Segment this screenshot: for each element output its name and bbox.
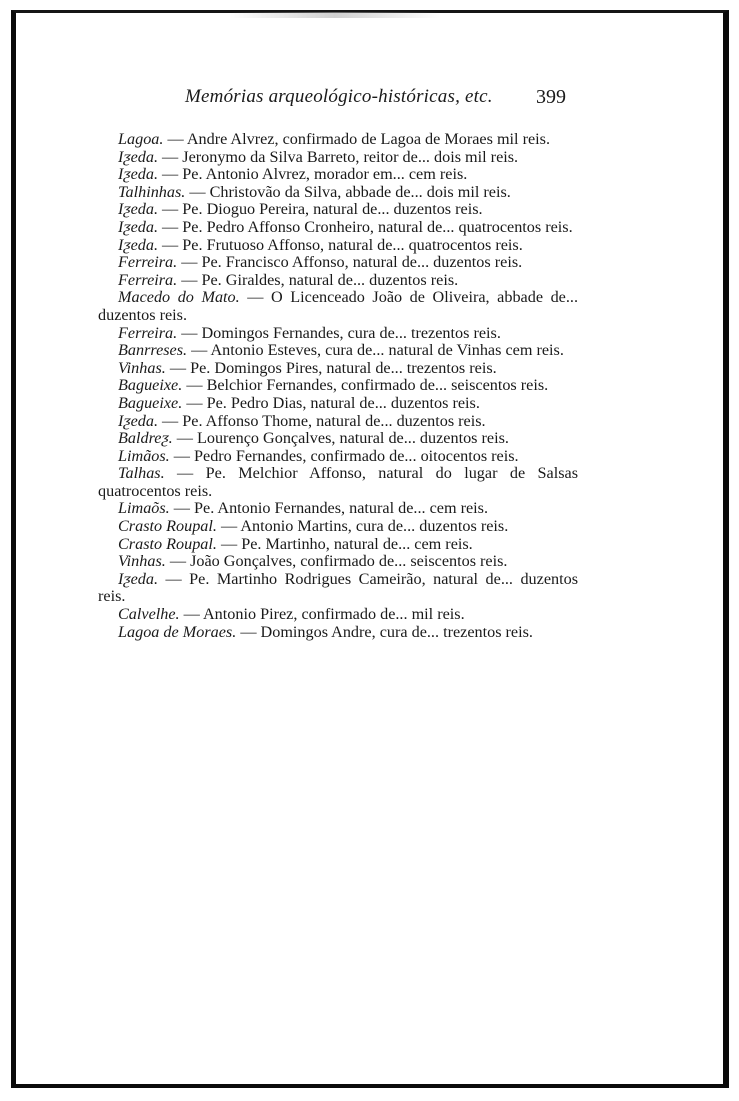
running-title: Memórias arqueológico-históricas, etc. bbox=[185, 86, 493, 107]
entry-text: — João Gonçalves, confirmado de... seiscentos reis. bbox=[165, 552, 508, 571]
entry-place: Limãos. bbox=[118, 446, 170, 465]
entry bbox=[98, 377, 578, 395]
entry-place: Talhas. bbox=[118, 464, 165, 483]
entry-text: — Pe. Giraldes, natural de... duzentos reis. bbox=[177, 270, 459, 289]
entry-place: Baldreƺ. bbox=[118, 429, 173, 448]
entry-place: Limaõs. bbox=[118, 499, 170, 518]
page-number: 399 bbox=[536, 86, 566, 108]
entry bbox=[98, 342, 578, 360]
entry bbox=[98, 430, 578, 448]
entry-text: — Belchior Fernandes, confirmado de... seiscentos reis. bbox=[182, 376, 549, 395]
entry-place: Calvelhe. bbox=[118, 605, 180, 624]
entry-place: Crasto Roupal. bbox=[118, 517, 217, 536]
entry bbox=[98, 254, 578, 272]
entry bbox=[98, 325, 578, 343]
entry bbox=[98, 606, 578, 624]
entry-text: — Pe. Francisco Affonso, natural de... duzentos reis. bbox=[177, 253, 523, 272]
entry-place: Ferreira. bbox=[118, 323, 178, 342]
entry-place: Macedo do Mato. bbox=[118, 288, 240, 307]
entry bbox=[98, 131, 578, 149]
entry bbox=[98, 272, 578, 290]
entry-place: Iƺeda. bbox=[118, 411, 158, 430]
entry bbox=[98, 500, 578, 518]
entry bbox=[98, 571, 578, 606]
entry-text: — Pe. Dioguo Pereira, natural de... duzentos reis. bbox=[158, 200, 483, 219]
entry-text: — Pe. Pedro Dias, natural de... duzentos reis. bbox=[182, 393, 480, 412]
entry bbox=[98, 149, 578, 167]
entry bbox=[98, 624, 578, 642]
entry bbox=[98, 237, 578, 255]
entry-text: — Domingos Andre, cura de... trezentos reis. bbox=[236, 622, 533, 641]
entry bbox=[98, 166, 578, 184]
entry-text: — Domingos Fernandes, cura de... trezentos reis. bbox=[177, 323, 501, 342]
entry-text: — Pedro Fernandes, confirmado de... oitocentos reis. bbox=[169, 446, 519, 465]
entry-text: — O Licenceado João de Oliveira, abbade de... duzentos reis. bbox=[98, 288, 578, 324]
entry-place: Vinhas. bbox=[118, 552, 166, 571]
entry-place: Talhinhas. bbox=[118, 182, 186, 201]
entry-text: — Antonio Martins, cura de... duzentos reis. bbox=[216, 517, 509, 536]
entry-text: — Andre Alvrez, confirmado de Lagoa de Moraes mil reis. bbox=[163, 130, 551, 148]
entry-text: — Pe. Domingos Pires, natural de... trezentos reis. bbox=[165, 358, 497, 377]
entry-place: Banrreses. bbox=[118, 341, 188, 360]
entry-place: Bagueixe. bbox=[118, 393, 183, 412]
entry-text: — Pe. Frutuoso Affonso, natural de... quatrocentos reis. bbox=[158, 235, 523, 254]
entry bbox=[98, 201, 578, 219]
entry-text: — Antonio Pirez, confirmado de... mil reis. bbox=[179, 605, 465, 624]
entry-place: Iƺeda. bbox=[118, 165, 158, 184]
entry-place: Iƺeda. bbox=[118, 235, 158, 254]
entry bbox=[98, 395, 578, 413]
entry bbox=[98, 518, 578, 536]
entry-text: — Pe. Affonso Thome, natural de... duzentos reis. bbox=[158, 411, 486, 430]
entry-list bbox=[98, 131, 578, 641]
entry-text: — Antonio Esteves, cura de... natural de Vinhas cem reis. bbox=[187, 341, 564, 360]
entry-text: — Pe. Antonio Alvrez, morador em... cem reis. bbox=[158, 165, 468, 184]
entry-place: Iƺeda. bbox=[118, 217, 158, 236]
entry-text: — Pe. Antonio Fernandes, natural de... cem reis. bbox=[169, 499, 489, 518]
entry-place: Vinhas. bbox=[118, 358, 166, 377]
entry-place: Iƺeda. bbox=[118, 569, 158, 588]
entry-place: Iƺeda. bbox=[118, 200, 158, 219]
entry bbox=[98, 536, 578, 554]
scan-smudge bbox=[230, 12, 440, 18]
entry bbox=[98, 413, 578, 431]
entry-place: Crasto Roupal. bbox=[118, 534, 217, 553]
entry-place: Iƺeda. bbox=[118, 147, 158, 166]
entry-text: — Pe. Martinho, natural de... cem reis. bbox=[216, 534, 473, 553]
entry-place: Bagueixe. bbox=[118, 376, 183, 395]
entry-text: — Lourenço Gonçalves, natural de... duzentos reis. bbox=[172, 429, 509, 448]
entry bbox=[98, 360, 578, 378]
entry bbox=[98, 289, 578, 324]
running-head bbox=[185, 86, 575, 112]
entry-text: — Pe. Martinho Rodrigues Cameirão, natural de... duzentos reis. bbox=[98, 569, 578, 606]
entry bbox=[98, 465, 578, 500]
entry bbox=[98, 219, 578, 237]
entry bbox=[98, 184, 578, 202]
entry-place: Lagoa de Moraes. bbox=[118, 622, 237, 641]
entry-text: — Jeronymo da Silva Barreto, reitor de... dois mil reis. bbox=[158, 147, 519, 166]
entry bbox=[98, 553, 578, 571]
entry bbox=[98, 448, 578, 466]
entry-place: Lagoa. bbox=[118, 130, 164, 148]
entry-text: — Pe. Pedro Affonso Cronheiro, natural de... quatrocentos reis. bbox=[158, 217, 573, 236]
entry-text: — Christovão da Silva, abbade de... dois mil reis. bbox=[185, 182, 511, 201]
entry-place: Ferreira. bbox=[118, 270, 178, 289]
entry-text: — Pe. Melchior Affonso, natural do lugar de Salsas quatrocentos reis. bbox=[98, 464, 578, 500]
entry-place: Ferreira. bbox=[118, 253, 178, 272]
